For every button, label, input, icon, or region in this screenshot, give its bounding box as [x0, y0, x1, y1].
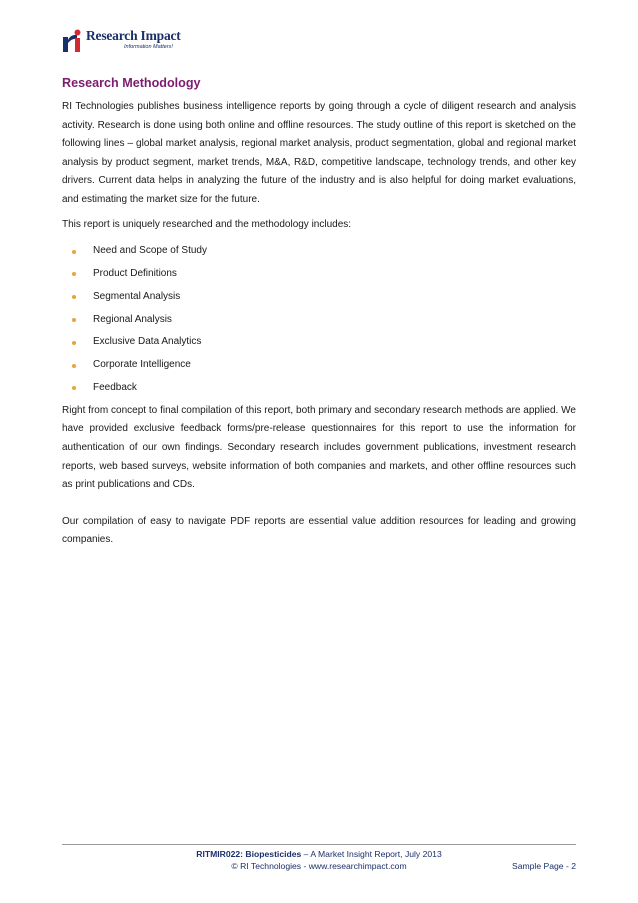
research-impact-logo-icon	[62, 28, 82, 52]
section-heading: Research Methodology	[62, 76, 201, 90]
bullet-icon	[72, 272, 76, 276]
list-item-label: Exclusive Data Analytics	[93, 336, 202, 348]
list-item	[70, 263, 576, 286]
brand-name: Research Impact	[86, 28, 181, 43]
footer-report-desc: – A Market Insight Report, July 2013	[301, 849, 442, 859]
list-item	[70, 354, 576, 377]
methodology-list	[62, 240, 576, 400]
section-body	[62, 98, 576, 556]
footer-divider	[62, 844, 576, 845]
list-item	[70, 331, 576, 354]
paragraph-spacer	[62, 501, 576, 513]
intro-paragraph: RI Technologies publishes business intelligence reports by going through a cycle of diligent research and analysis activity. Research is done using both online and offline resources. The study outline of this report is sketched on the following lines – global market analysis, regional market analysis, product segmentation, global and regional market analysis by product segment, market trends, M&A, R&D, competitive landscape, technology trends, and other key drivers. Current data helps in analyzing the future of the industry and is also helpful for doing market evaluations, and estimating the market size for the future.	[62, 101, 576, 205]
list-item	[70, 377, 576, 400]
bullet-icon	[72, 386, 76, 390]
brand-logo	[62, 24, 192, 56]
closing-paragraph: Our compilation of easy to navigate PDF reports are essential value addition resources for leading and growing companies.	[62, 515, 576, 546]
bullet-icon	[72, 318, 76, 322]
methodology-lead: This report is uniquely researched and the methodology includes:	[62, 218, 352, 230]
list-item-label: Product Definitions	[93, 267, 177, 279]
list-item	[70, 286, 576, 309]
brand-tagline: Information Matters!	[124, 44, 173, 50]
bullet-icon	[72, 295, 76, 299]
list-item-label: Feedback	[93, 381, 137, 393]
list-item-label: Corporate Intelligence	[93, 359, 191, 371]
footer-copyright: © RI Technologies - www.researchimpact.com	[231, 861, 407, 871]
footer-report-code: RITMIR022: Biopesticides	[196, 849, 302, 859]
list-item	[70, 240, 576, 263]
bullet-icon	[72, 250, 76, 254]
footer-report-title	[0, 849, 638, 859]
list-item-label: Segmental Analysis	[93, 290, 181, 302]
list-item	[70, 309, 576, 332]
bullet-icon	[72, 364, 76, 368]
list-item-label: Regional Analysis	[93, 313, 172, 325]
footer-page-number: Sample Page - 2	[511, 861, 576, 871]
list-item-label: Need and Scope of Study	[93, 245, 207, 257]
research-methods-paragraph: Right from concept to final compilation of this report, both primary and secondary research methods are applied. We have provided exclusive feedback forms/pre-release questionnaires for this report to use the information for authentication of our own findings. Secondary research includes government publications, investment research reports, web based surveys, website information of both companies and markets, and other offline resources such as print publications and CDs.	[62, 404, 576, 491]
bullet-icon	[72, 341, 76, 345]
